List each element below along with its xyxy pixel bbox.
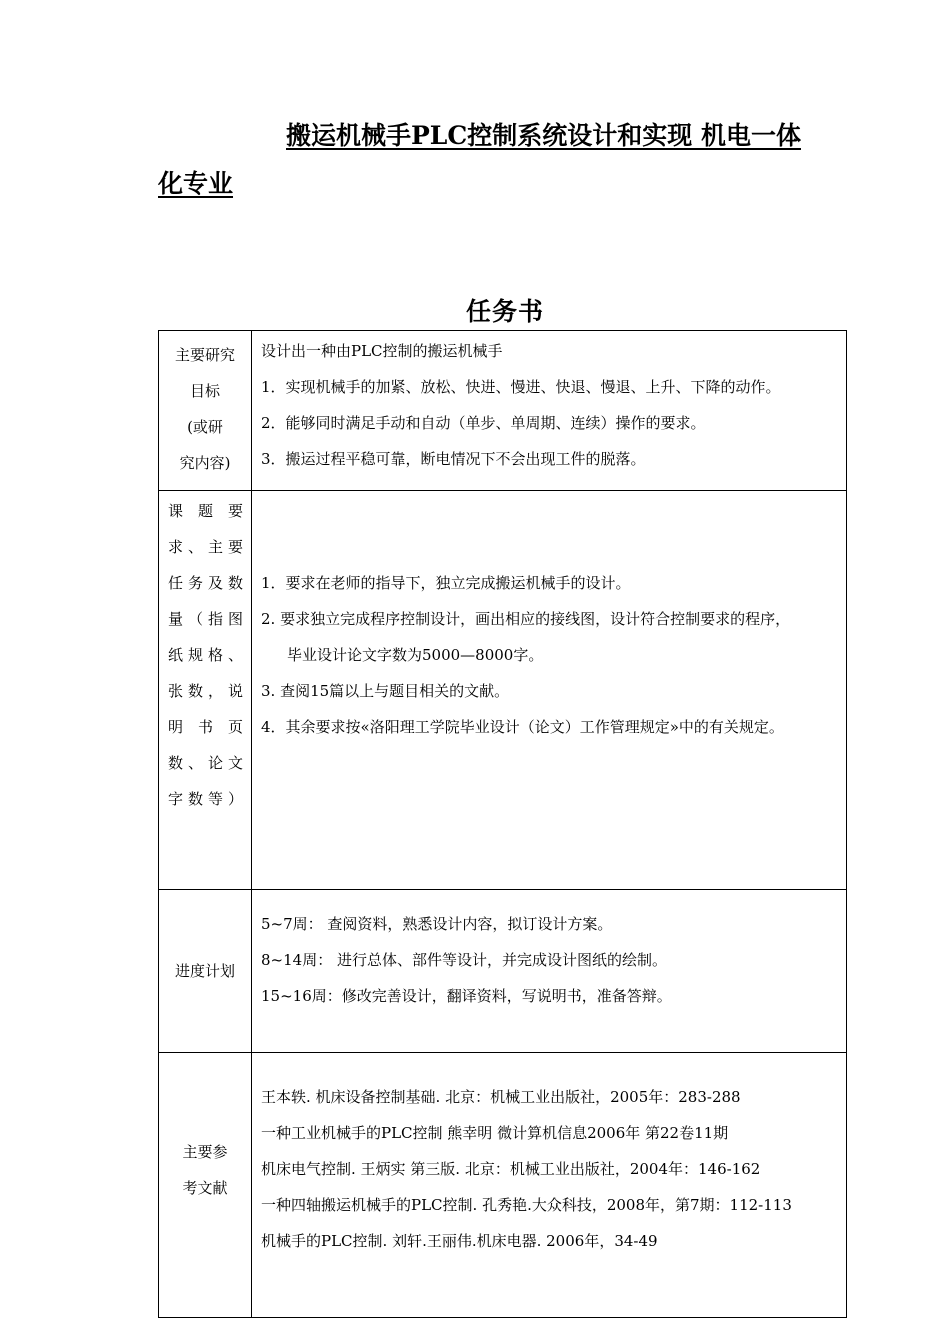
document-title (158, 112, 848, 208)
content-line: 2．能够同时满足手动和自动（单步、单周期、连续）操作的要求。 (261, 414, 706, 432)
schedule-label: 进度计划 (159, 890, 252, 1053)
label-line: (或研 (187, 418, 223, 436)
label-line: 张数，说 (168, 682, 243, 700)
label-line: 课 题 要 (168, 502, 243, 520)
content-line: 8~14周： 进行总体、部件等设计，并完成设计图纸的绘制。 (261, 951, 667, 969)
content-line: 15~16周：修改完善设计，翻译资料，写说明书，准备答辩。 (261, 987, 672, 1005)
task-book-heading: 任务书 (465, 297, 544, 326)
label-line: 目标 (189, 382, 220, 400)
content-line: 3. 查阅15篇以上与题目相关的文献。 (261, 682, 510, 700)
research-goal-label (159, 331, 252, 491)
content-line: 机械手的PLC控制. 刘轩.王丽伟.机床电器. 2006年，34-49 (261, 1232, 658, 1250)
content-line: 3．搬运过程平稳可靠，断电情况下不会出现工件的脱落。 (261, 450, 646, 468)
content-line: 1．实现机械手的加紧、放松、快进、慢进、快退、慢退、上升、下降的动作。 (261, 378, 781, 396)
content-line: 5~7周： 查阅资料，熟悉设计内容，拟订设计方案。 (261, 915, 613, 933)
label-line: 纸规格、 (168, 646, 243, 664)
label-line: 考文献 (182, 1179, 228, 1197)
requirements-label (159, 491, 252, 890)
content-line: 王本轶. 机床设备控制基础. 北京：机械工业出版社，2005年：283-288 (261, 1088, 741, 1106)
label-line: 任务及数 (168, 574, 243, 592)
label-line: 主要研究 (174, 346, 235, 364)
title-line-1: 搬运机械手PLC控制系统设计和实现 机电一体 (286, 121, 801, 150)
references-content (252, 1053, 847, 1318)
content-line: 4．其余要求按«洛阳理工学院毕业设计（论文）工作管理规定»中的有关规定。 (261, 718, 784, 736)
research-goal-row (159, 331, 847, 491)
requirements-content (252, 491, 847, 890)
label-line: 数、论文 (168, 754, 243, 772)
label-line: 究内容) (179, 454, 231, 472)
label-line: 字数等） (168, 790, 243, 808)
content-line: 2. 要求独立完成程序控制设计，画出相应的接线图，设计符合控制要求的程序， (261, 610, 791, 628)
research-goal-content (252, 331, 847, 491)
content-line: 一种工业机械手的PLC控制 熊幸明 微计算机信息2006年 第22卷11期 (261, 1124, 729, 1142)
references-row (159, 1053, 847, 1318)
task-table (158, 330, 847, 1318)
label-line: 量（指图 (168, 610, 243, 628)
content-line: 一种四轴搬运机械手的PLC控制. 孔秀艳.大众科技，2008年，第7期：112-113 (261, 1196, 792, 1214)
requirements-row (159, 491, 847, 890)
content-line: 1．要求在老师的指导下，独立完成搬运机械手的设计。 (261, 574, 631, 592)
content-line: 毕业设计论文字数为5000—8000字。 (287, 646, 544, 664)
references-label (159, 1053, 252, 1318)
label-line: 明 书 页 (168, 718, 243, 736)
content-line: 设计出一种由PLC控制的搬运机械手 (261, 342, 503, 360)
title-line-2: 化专业 (158, 169, 234, 198)
label-line: 求、主要 (168, 538, 243, 556)
label-line: 主要参 (182, 1143, 228, 1161)
schedule-row (159, 890, 847, 1053)
schedule-content (252, 890, 847, 1053)
content-line: 机床电气控制. 王炳实 第三版. 北京：机械工业出版社，2004年：146-162 (261, 1160, 761, 1178)
